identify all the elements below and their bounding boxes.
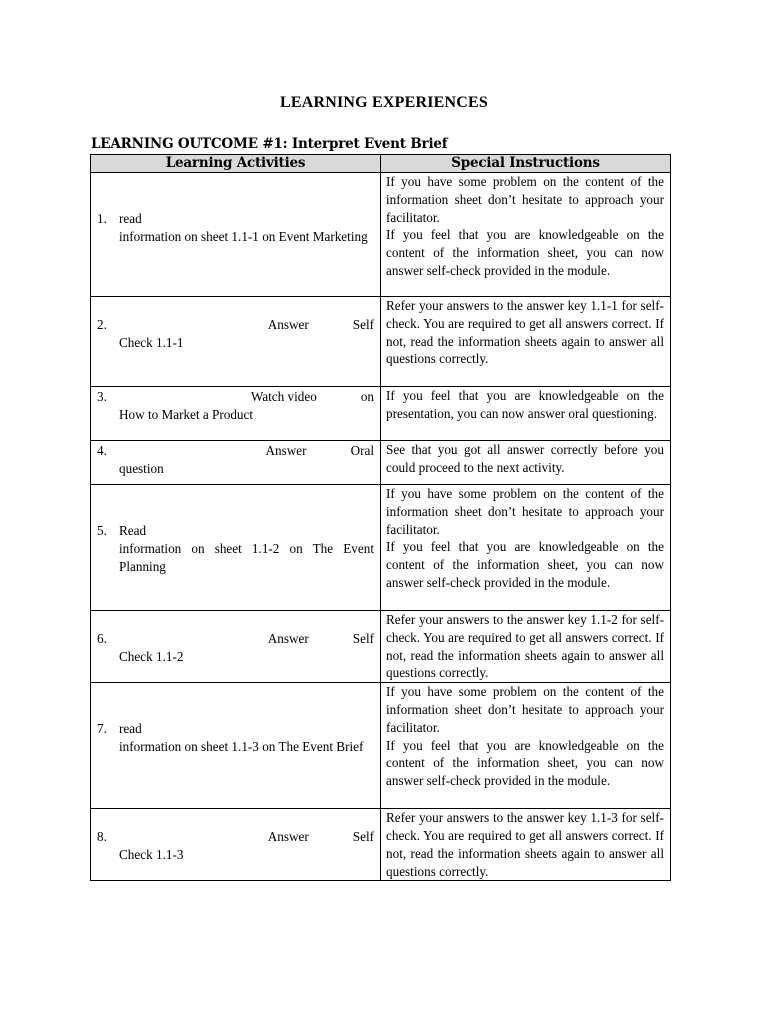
activity-number: 2. [97,317,107,332]
activity-description: How to Market a Product [119,406,254,422]
special-instruction-cell [381,297,671,387]
instruction-paragraph: Refer your answers to the answer key 1.1-1 for self-check. You are required to get all answers correct. If not, read the information sheets again to answer all questions correctly. [386,298,664,367]
instruction-paragraph: If you feel that you are knowledgeable on the content of the information sheet, you can now answer self-check provided in the module. [386,227,664,278]
activity-first-line: Answer Self [267,317,374,332]
instruction-paragraph: If you feel that you are knowledgeable on the content of the information sheet, you can now answer self-check provided in the module. [386,737,664,789]
activity-description: information on sheet 1.1-1 on Event Marketing [119,228,368,244]
table-row [91,441,671,485]
activity-number: 8. [97,829,107,845]
activity-first-line: Read [119,523,147,538]
instruction-paragraph: If you have some problem on the content of the information sheet don’t hesitate to approach your facilitator. [386,486,664,537]
activity-first-line: Answer Oral [265,443,374,458]
learning-activity-cell [91,173,381,297]
activity-description: Check 1.1-3 [119,846,184,862]
learning-activity-cell [91,387,381,441]
instruction-paragraph: If you have some problem on the content of the information sheet don’t hesitate to approach your facilitator. [386,174,664,225]
table-row [91,297,671,387]
activity-number: 5. [97,523,107,538]
learning-activity-cell [91,683,381,809]
instruction-paragraph: Refer your answers to the answer key 1.1-2 for self-check. You are required to get all answers correct. If not, read the information sheets again to answer all questions correctly. [386,612,664,681]
learning-outcome-heading: LEARNING OUTCOME #1: Interpret Event Brief [91,136,448,152]
special-instruction-cell [381,683,671,809]
learning-activity-cell [91,809,381,881]
special-instruction-cell [381,611,671,683]
special-instruction-cell [381,809,671,881]
learning-activity-cell [91,485,381,611]
instruction-paragraph: If you feel that you are knowledgeable on the content of the information sheet, you can now answer self-check provided in the module. [386,539,664,590]
table-row [91,485,671,611]
activity-first-line: read [119,721,142,737]
table-row [91,173,671,297]
activity-number: 7. [97,721,107,737]
instruction-paragraph: See that you got all answer correctly before you could proceed to the next activity. [386,442,664,475]
activity-description: information on sheet 1.1-2 on The Event Planning [119,540,374,574]
learning-activity-cell [91,441,381,485]
activity-description: Check 1.1-2 [119,648,184,664]
special-instruction-cell [381,485,671,611]
table-row [91,387,671,441]
table-row [91,683,671,809]
learning-activities-table [90,154,671,881]
activity-first-line: Answer Self [267,631,374,646]
activity-first-line: read [119,211,142,226]
page-title: LEARNING EXPERIENCES [279,94,489,111]
activity-first-line: Watch video on [250,389,374,404]
special-instruction-cell [381,441,671,485]
activity-number: 4. [97,443,107,458]
activity-first-line: Answer Self [267,829,374,845]
activity-description: Check 1.1-1 [119,334,184,350]
special-instruction-cell [381,173,671,297]
instruction-paragraph: Refer your answers to the answer key 1.1-3 for self-check. You are required to get all answers correct. If not, read the information sheets again to answer all questions correctly. [386,810,664,879]
instruction-paragraph: If you have some problem on the content of the information sheet don’t hesitate to approach your facilitator. [386,684,664,735]
table-row [91,809,671,881]
learning-activity-cell [91,611,381,683]
instruction-paragraph: If you feel that you are knowledgeable on the presentation, you can now answer oral questioning. [386,388,664,421]
table-row [91,611,671,683]
activity-number: 6. [97,631,107,646]
activity-number: 1. [97,211,107,226]
activity-description: question [119,460,164,476]
activity-number: 3. [97,389,107,404]
activity-description: information on sheet 1.1-3 on The Event Brief [119,738,364,754]
table-header-row [91,155,671,173]
learning-activity-cell [91,297,381,387]
header-special-instructions: Special Instructions [381,155,671,173]
special-instruction-cell [381,387,671,441]
header-learning-activities: Learning Activities [91,155,381,173]
